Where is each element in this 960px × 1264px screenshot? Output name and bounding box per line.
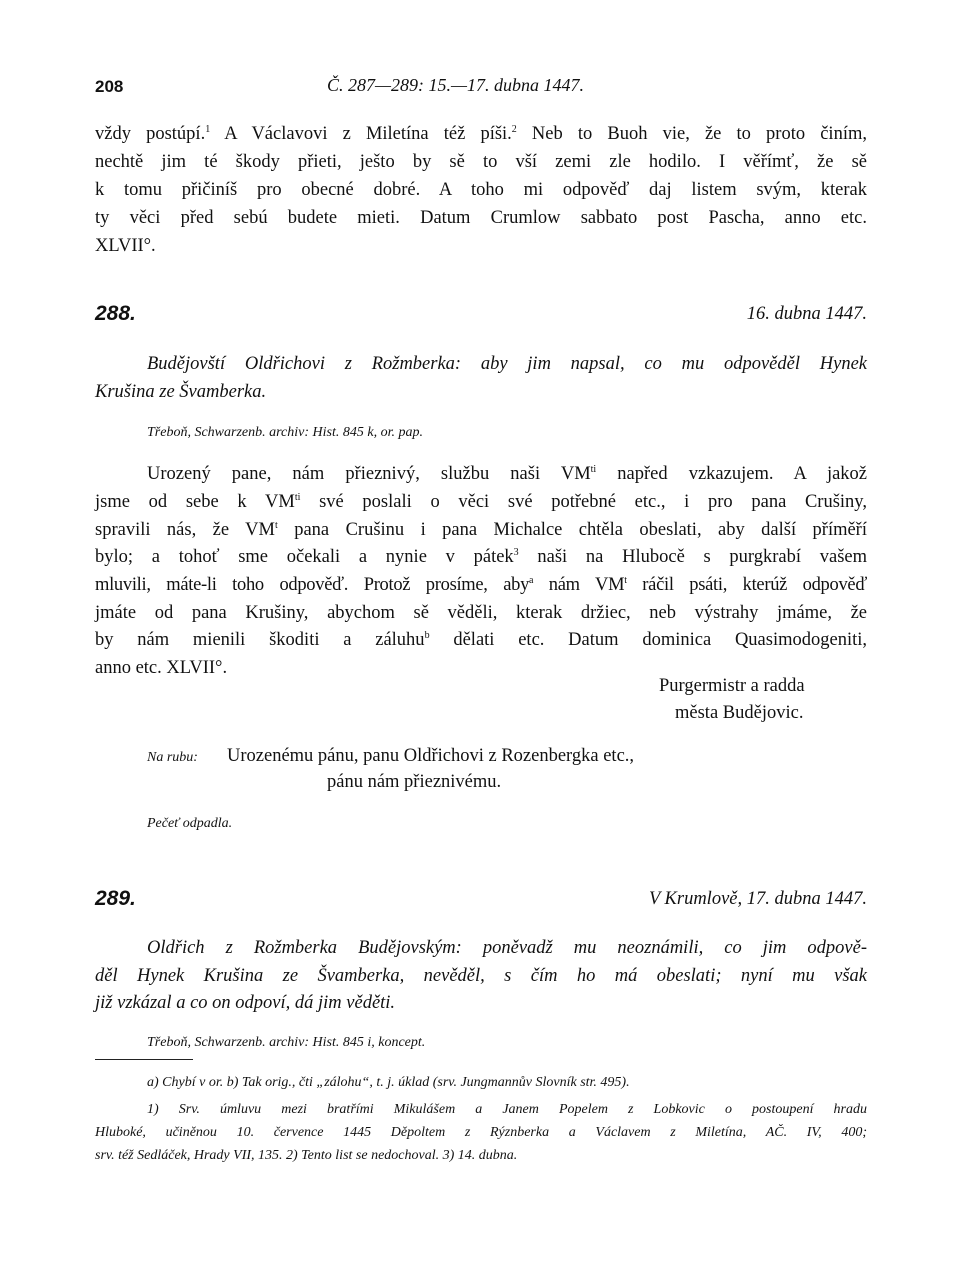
text-line: XLVII°. <box>95 236 156 256</box>
text-line: ty věci před sebú budete mieti. Datum Crumlow sabbato post Pascha, anno etc. <box>95 208 867 228</box>
address-line: Urozenému pánu, panu Oldřichovi z Rozenbergka etc., <box>227 746 635 766</box>
document-summary: Oldřich z Rožmberka Budějovským: poněvadž mu neoznámili, co jim odpově- <box>147 938 867 958</box>
text-line: bylo; a tohoť sme očekali a nynie v pátek$^3$ naši na Hlubocě s purgkrabí vašem <box>95 547 868 567</box>
text-line: mluvili, máte-li toho odpověď. Protož prosíme, aby$^a$ nám $VM^t$ ráčil psáti, kterúž odpověď <box>95 575 867 595</box>
text-line: jmáte od pana Krušiny, abychom sě věděli, kterak držiec, neb výstrahy jmáme, že <box>95 603 867 623</box>
page-number: 208 <box>95 77 124 96</box>
document-summary: Krušina ze Švamberka. <box>95 382 267 402</box>
document-date: V Krumlově, 17. dubna 1447. <box>648 889 867 909</box>
running-title: Č. 287—289: 15.—17. dubna 1447. <box>327 75 585 95</box>
address-label: Na rubu: <box>147 750 198 765</box>
address-line: pánu nám přieznivému. <box>327 772 502 792</box>
text-line: vždy postúpí.$^1$ A Václavovi z Miletína též píši.$^2$ Neb to Buoh vie, že to proto činím, <box>95 124 867 144</box>
signature-line: Purgermistr a radda <box>659 676 805 696</box>
signature-line: města Budějovic. <box>675 703 804 723</box>
text-line: Urozený pane, nám přieznivý, službu naši $VM^{ti}$ napřed vzkazujem. A jakož <box>147 464 868 484</box>
archive-source: Třeboň, Schwarzenb. archiv: Hist. 845 k, or. pap. <box>147 425 423 440</box>
text-line: by nám mienili škoditi a záluhu$^b$ dělati etc. Datum dominica Quasimodogeniti, <box>95 630 867 650</box>
document-number: 289. <box>95 887 136 910</box>
document-summary: Budějovští Oldřichovi z Rožmberka: aby jim napsal, co mu odpověděl Hynek <box>147 354 867 374</box>
document-number: 288. <box>95 302 136 325</box>
archive-source: Třeboň, Schwarzenb. archiv: Hist. 845 i, koncept. <box>147 1035 426 1050</box>
footnote-rule <box>95 1059 193 1060</box>
text-line: anno etc. XLVII°. <box>95 658 228 678</box>
text-line: k tomu přičiníš pro obecné dobré. A toho mi odpověď daj listem svým, kterak <box>95 180 867 200</box>
footnote: srv. též Sedláček, Hrady VII, 135. 2) Tento list se nedochoval. 3) 14. dubna. <box>95 1148 518 1163</box>
text-line: jsme od sebe k $VM^{ti}$ své poslali o věci své potřebné etc., i pro pana Crušiny, <box>95 492 867 512</box>
text-line: nechtě jim té škody přieti, ješto by sě to vší zemi zle hodilo. I věřímť, že sě <box>95 152 867 172</box>
footnote: a) Chybí v or. b) Tak orig., čti „zálohu“, t. j. úklad (srv. Jungmannův Slovník str. 495). <box>147 1075 630 1090</box>
document-summary: děl Hynek Krušina ze Švamberka, nevěděl, s čím ho má obeslati; nyní mu však <box>95 966 867 986</box>
document-summary: již vzkázal a co on odpoví, dá jim věděti. <box>95 993 396 1013</box>
seal-note: Pečeť odpadla. <box>147 816 233 831</box>
document-date: 16. dubna 1447. <box>746 304 867 324</box>
text-line: spravili nás, že $VM^t$ pana Crušinu i pana Michalce chtěla obeslati, aby další příměří <box>95 520 867 540</box>
footnote: Hluboké, učiněnou 10. července 1445 Děpoltem z Rýznberka a Václavem z Miletína, AČ. IV, 400; <box>95 1125 867 1140</box>
footnote: 1) Srv. úmluvu mezi bratřími Mikulášem a Janem Popelem z Lobkovic o postoupení hradu <box>147 1102 867 1117</box>
